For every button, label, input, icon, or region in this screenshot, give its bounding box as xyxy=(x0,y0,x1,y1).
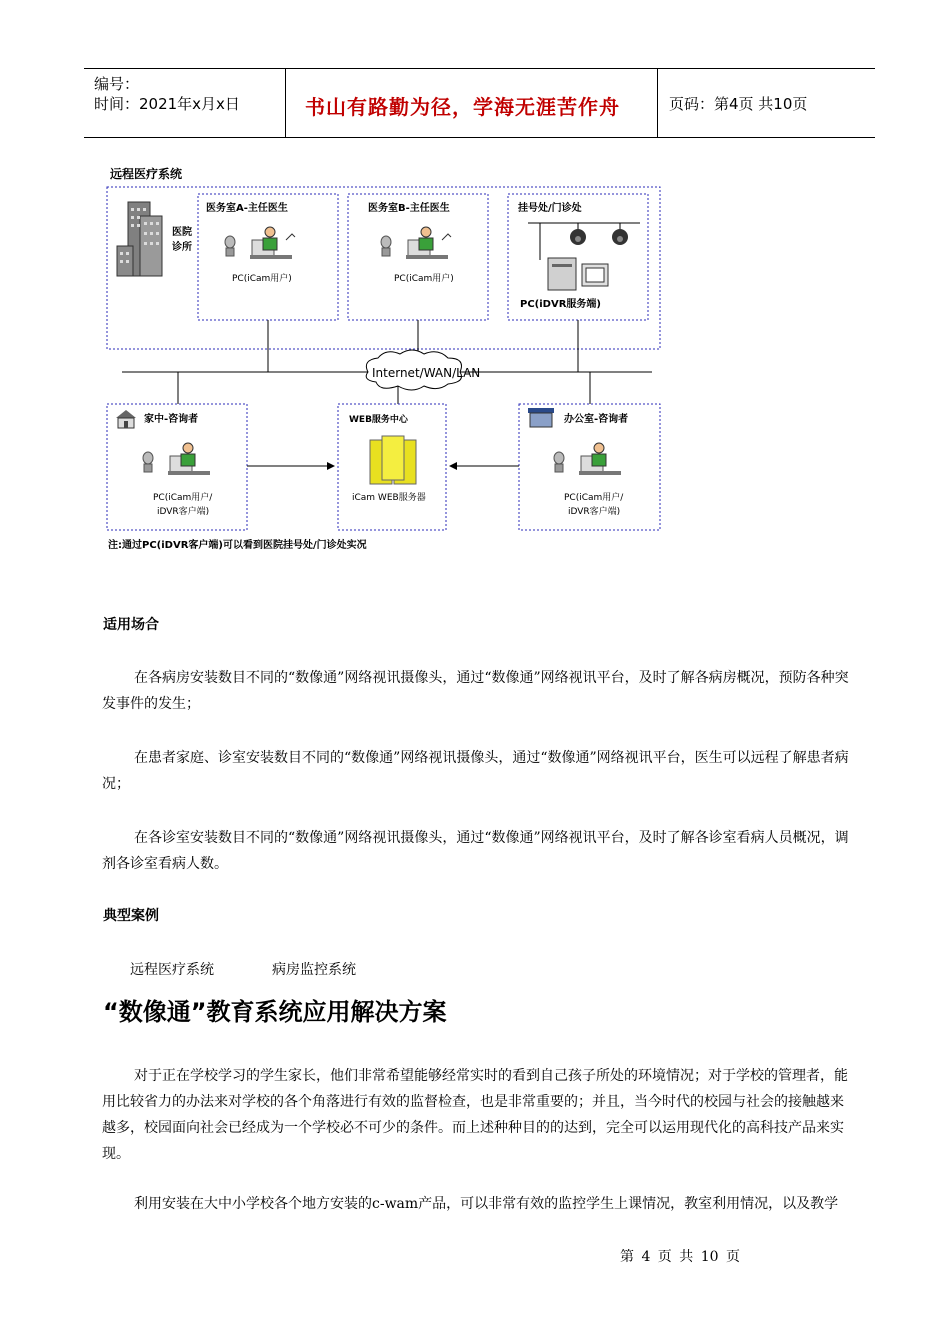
office-workstation-icon xyxy=(554,443,621,475)
room-a-pc-label: PC(iCam用户) xyxy=(232,274,292,284)
home-label: 家中-咨询者 xyxy=(144,414,199,425)
telemedicine-diagram xyxy=(100,160,670,560)
home-workstation-icon xyxy=(143,443,210,475)
header-divider xyxy=(657,69,658,137)
case-item: 病房监控系统 xyxy=(272,962,356,978)
header-divider xyxy=(285,69,286,137)
office-pc-label-1: PC(iCam用户/ xyxy=(564,493,624,503)
network-label: Internet/WAN/LAN xyxy=(372,366,481,380)
room-a-label: 医务室A-主任医生 xyxy=(206,203,288,214)
hospital-label: 医院 xyxy=(172,227,192,238)
web-server-label: iCam WEB服务器 xyxy=(352,493,426,503)
dvr-server-icon xyxy=(548,258,608,290)
room-a-workstation-icon xyxy=(225,227,295,259)
paragraph: 利用安装在大中小学校各个地方安装的c-wam产品，可以非常有效的监控学生上课情况，教室利用情况，以及教学 xyxy=(134,1196,839,1212)
header-motto: 书山有路勤为径，学海无涯苦作舟 xyxy=(305,95,620,119)
home-icon xyxy=(116,410,136,428)
diagram-note: 注:通过PC(iDVR客户端)可以看到医院挂号处/门诊处实况 xyxy=(108,540,367,551)
case-item: 远程医疗系统 xyxy=(130,962,214,978)
dvr-server-label: PC(iDVR服务端) xyxy=(520,299,601,310)
office-pc-label-2: iDVR客户端) xyxy=(568,507,621,517)
home-pc-label-1: PC(iCam用户/ xyxy=(153,493,213,503)
page-header xyxy=(84,68,875,138)
section-title-education: “数像通”教育系统应用解决方案 xyxy=(103,998,447,1026)
doc-number-label: 编号： xyxy=(94,75,140,93)
registry-label: 挂号处/门诊处 xyxy=(518,203,582,214)
header-page-number: 页码：第4页 共10页 xyxy=(669,95,808,113)
office-building-icon xyxy=(528,408,554,427)
doc-time-label: 时间：2021年x月x日 xyxy=(94,95,240,113)
room-b-workstation-icon xyxy=(381,227,451,259)
room-b-pc-label: PC(iCam用户) xyxy=(394,274,454,284)
page-footer: 第 4 页 共 10 页 xyxy=(620,1249,740,1265)
diagram-title: 远程医疗系统 xyxy=(110,167,183,181)
hospital-building-icon xyxy=(117,202,162,276)
surveillance-camera-icon xyxy=(528,223,640,260)
paragraph: 在各病房安装数目不同的“数像通”网络视讯摄像头，通过“数像通”网络视讯平台，及时了解各病房概况，预防各种突发事件的发生； xyxy=(102,670,849,712)
office-label: 办公室-咨询者 xyxy=(564,414,629,425)
web-center-label: WEB服务中心 xyxy=(349,415,408,425)
home-pc-label-2: iDVR客户端) xyxy=(157,507,210,517)
clinic-label: 诊所 xyxy=(172,242,192,253)
paragraph: 在各诊室安装数目不同的“数像通”网络视讯摄像头，通过“数像通”网络视讯平台，及时了解各诊室看病人员概况，调剂各诊室看病人数。 xyxy=(102,830,849,872)
paragraph: 在患者家庭、诊室安装数目不同的“数像通”网络视讯摄像头，通过“数像通”网络视讯平台，医生可以远程了解患者病况； xyxy=(102,750,849,792)
section-heading-applicable: 适用场合 xyxy=(103,617,159,633)
room-b-label: 医务室B-主任医生 xyxy=(368,203,450,214)
web-server-icon xyxy=(370,436,416,484)
paragraph: 对于正在学校学习的学生家长，他们非常希望能够经常实时的看到自己孩子所处的环境情况；对于学校的管理者，能用比较省力的办法来对学校的各个角落进行有效的监督检查，也是非常重要的；并且，当今时代的校园与社会的接触越来越多，校园面向社会已经成为一个学校必不可少的条件。而上述种种目的的达到，完全可以运用现代化的高科技产品来实现。 xyxy=(102,1068,848,1162)
section-heading-cases: 典型案例 xyxy=(103,908,159,924)
